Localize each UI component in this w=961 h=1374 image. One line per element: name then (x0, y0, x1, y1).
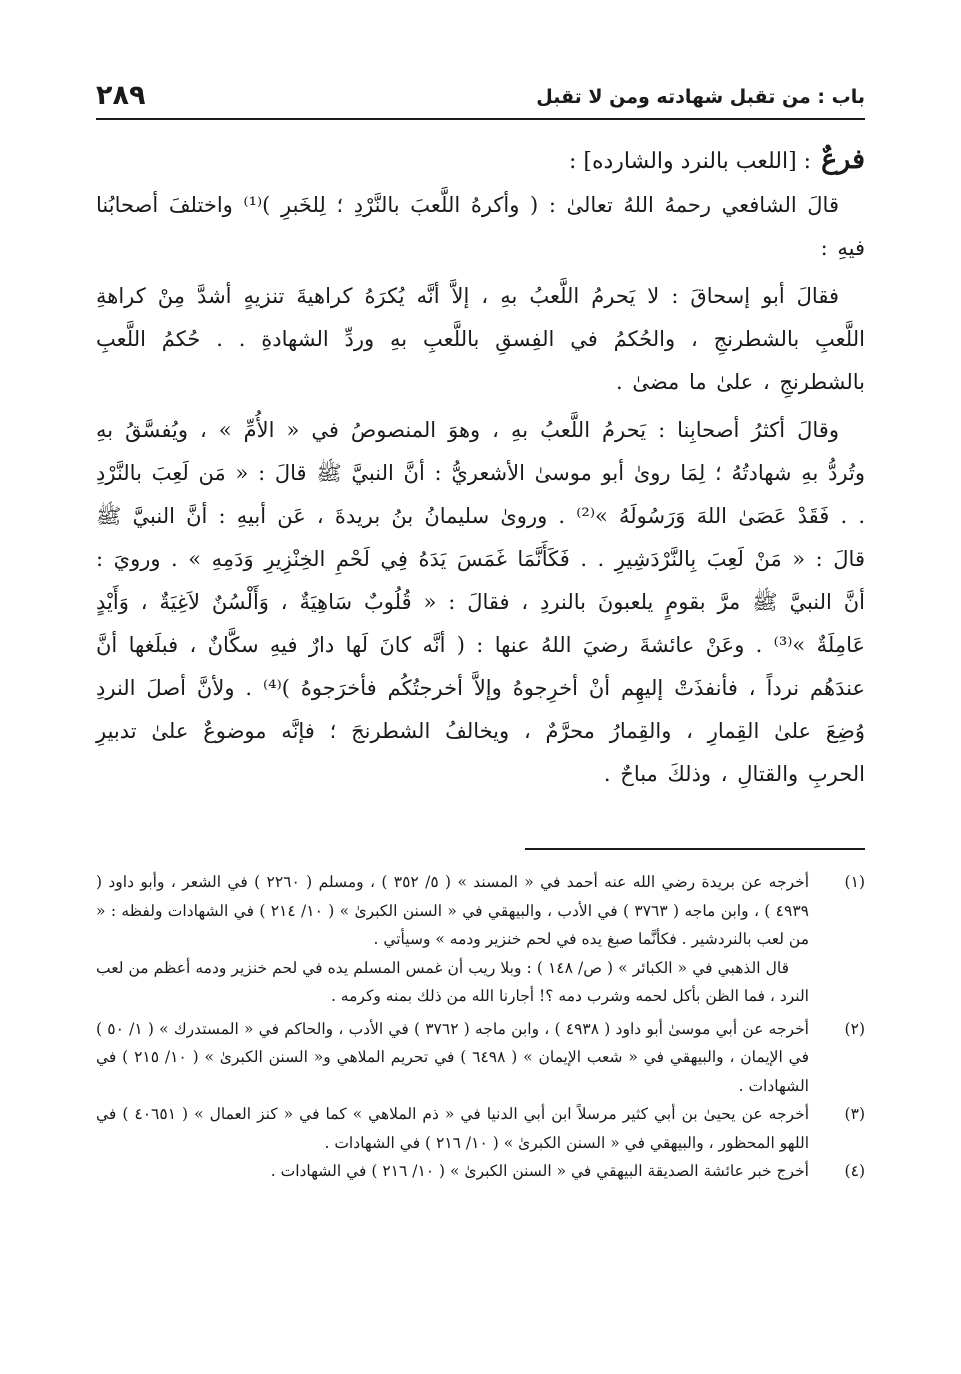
section-title: : [اللعب بالنرد والشارده] : (568, 149, 812, 174)
footnote-separator (525, 848, 865, 850)
footnote-number: (٤) (844, 1162, 865, 1180)
footnotes (96, 868, 865, 1186)
footnote-text: أخرجه عن أبي موسىٰ أبو داود ( ٤٩٣٨ ) ، وابن ماجه ( ٣٧٦٢ ) في الأدب ، والحاكم في « المستدرك » ( ١/ ٥٠ ) في الإيمان ، والبيهقي في « شعب الإيمان » ( ٦٤٩٨ ) في تحريم الملاهي و« السنن الكبرىٰ » ( ١٠/ ٢١٥ ) في الشهادات . (96, 1019, 809, 1095)
footnote-1-note: قال الذهبي في « الكبائر » ( ص/ ١٤٨ ) : وبلا ريب أن غمس المسلم يده في لحم خنزير ودمه أعظم من لعب النرد ، فما الظن بأكل لحمه وشرب دمه ؟! أجارنا الله من ذلك بمنه وكرمه . (96, 958, 809, 1005)
footnote-number: (٢) (844, 1019, 865, 1038)
main-text (96, 136, 865, 796)
footnote-4 (96, 1157, 865, 1186)
footnote-text: أخرج خبر عائشة الصديقة البيهقي في « السنن الكبرىٰ » ( ١٠/ ٢١٦ ) في الشهادات . (270, 1162, 809, 1180)
footnote-number: (٣) (844, 1105, 865, 1123)
footnote-1 (96, 868, 865, 954)
footnote-text: أخرجه عن يحيىٰ بن أبي كثير مرسلاً ابن أبي الدنيا في « ذم الملاهي » كما في « كنز العمال » ( ٤٠٦٥١ ) في اللهو المحظور ، والبيهقي في « السنن الكبرىٰ » ( ١٠/ ٢١٦ ) في الشهادات . (96, 1105, 809, 1152)
footnote-2 (96, 1015, 865, 1101)
page-header (96, 80, 865, 114)
footnote-number: (١) (844, 873, 865, 891)
header-rule (96, 118, 865, 120)
running-head: باب : من تقبل شهادته ومن لا تقبل (536, 86, 865, 108)
section-heading (96, 136, 865, 184)
paragraph-shafii: قالَ الشافعي رحمهُ اللهُ تعالىٰ : ( وأكرهُ اللَّعبَ بالنَّرْدِ ؛ لِلخَبرِ )⁽¹⁾ واختلفَ أصحابُنا فيهِ : (96, 193, 865, 260)
footnote-text: أخرجه عن بريدة رضي الله عنه أحمد في « المسند » ( ٥/ ٣٥٢ ) ، ومسلم ( ٢٢٦٠ ) في الشعر ، وأبو داود ( ٤٩٣٩ ) ، وابن ماجه ( ٣٧٦٣ ) في الأدب ، والبيهقي في « السنن الكبرىٰ » ( ١٠/ ٢١٤ ) في الشهادات ولفظه : « من لعب بالنردشير . فكأنَّما صبغ يده في لحم خنزير ودمه » وسيأتي . (96, 873, 810, 948)
footnote-3 (96, 1100, 865, 1157)
paragraph-majority: وقالَ أكثرُ أصحابِنا : يَحرمُ اللَّعبُ بهِ ، وهوَ المنصوصُ في « الأُمِّ » ، ويُفسَّقُ بهِ وتُردُّ بهِ شهادتُهُ ؛ لِمَا روىٰ أبو موسىٰ الأشعريُّ : أنَّ النبيَّ ﷺ قالَ : « مَن لَعِبَ بالنَّرْدِ . . فَقَدْ عَصَىٰ اللهَ وَرَسُولَهُ »⁽²⁾ . وروىٰ سليمانُ بنُ بريدةَ ، عَن أبيهِ : أنَّ النبيَّ ﷺ قالَ : « مَنْ لَعِبَ بِالنَّرْدَشِيرِ . . فَكَأَنَّمَا غَمَسَ يَدَهُ فِي لَحْمِ الخِنْزِيرِ وَدَمِهِ » . ورويَ : أنَّ النبيَّ ﷺ مرَّ بقومٍ يلعبونَ بالنردِ ، فقالَ : « قُلُوبٌ سَاهِيَةٌ ، وَأَلْسُنٌ لاَغِيَةٌ ، وَأَيْدٍ عَامِلَةٌ »⁽³⁾ . وعَنْ عائشةَ رضيَ اللهُ عنها : ( أنَّه كانَ لَها دارٌ فيهِ سكَّانٌ ، فبلَغها أنَّ عندَهُم نرداً ، فأنفذَتْ إليهِم أنْ أخرِجوهُ وإلاَّ أخرجتُكُم فأخرَجوهُ )⁽⁴⁾ . ولأنَّ أصلَ النردِ وُضِعَ علىٰ القِمارِ ، والقِمارُ محرَّمٌ ، ويخالفُ الشطرنجَ ؛ فإنَّه موضوعٌ علىٰ تدبيرِ الحربِ والقتالِ ، وذلكَ مباحٌ . (96, 418, 865, 786)
branch-label: فرعٌ (821, 144, 865, 175)
paragraph-abu-ishaq: فقالَ أبو إسحاقَ : لا يَحرمُ اللَّعبُ بهِ ، إلاَّ أنَّه يُكرَهُ كراهيةَ تنزيهٍ أشدَّ مِنْ كراهةِ اللَّعبِ بالشطرنجِ ، والحُكمُ في الفِسقِ باللَّعبِ بهِ وردِّ الشهادةِ . . حُكمُ اللَّعبِ بالشطرنجِ ، علىٰ ما مضىٰ . (96, 284, 865, 394)
page-number: ٢٨٩ (96, 80, 146, 111)
